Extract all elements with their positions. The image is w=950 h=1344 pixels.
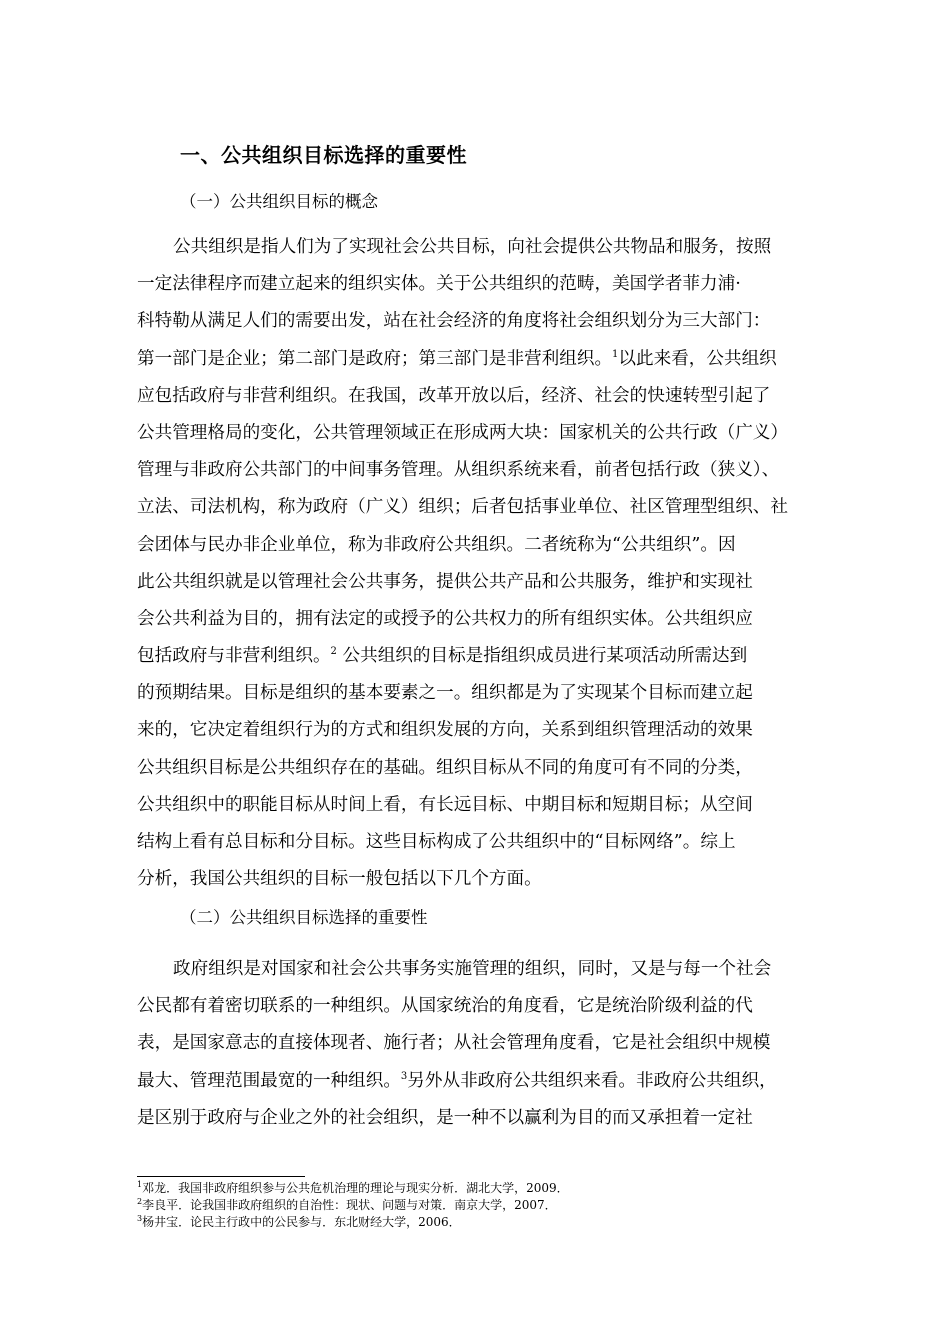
text-line: 是区别于政府与企业之外的社会组织，是一种不以赢利为目的而又承担着一定社: [137, 1107, 753, 1128]
footnote-text: 邓龙．我国非政府组织参与公共危机治理的理论与现实分析．湖北大学，2009．: [142, 1181, 569, 1195]
section-heading: 一、公共组织目标选择的重要性: [180, 143, 467, 167]
footnote-divider: [137, 1176, 305, 1177]
text-line: 分析，我国公共组织的目标一般包括以下几个方面。: [137, 869, 542, 890]
text-line: [137, 1063, 827, 1100]
footnote-number: 1: [137, 1180, 143, 1189]
text-segment: 第一部门是企业；第二部门是政府；第三部门是非营利组织。: [137, 348, 613, 369]
text-line: 一定法律程序而建立起来的组织实体。关于公共组织的范畴，美国学者菲力浦·: [137, 274, 741, 295]
text-line: 公共管理格局的变化，公共管理领域正在形成两大块：国家机关的公共行政（广义）: [137, 422, 788, 443]
footnote-number: 3: [137, 1214, 143, 1223]
text-line: 公共组织是指人们为了实现社会公共目标，向社会提供公共物品和服务，按照: [173, 237, 772, 257]
footnote-text: 李良平．论我国非政府组织的自治性：现状、问题与对策．南京大学，2007．: [142, 1198, 557, 1212]
text-line: [137, 638, 827, 675]
footnote: [137, 1197, 569, 1214]
text-line: 表，是国家意志的直接体现者、施行者；从社会管理角度看，它是社会组织中规模: [137, 1033, 771, 1054]
text-line: 结构上看有总目标和分目标。这些目标构成了公共组织中的“目标网络”。综上: [137, 832, 736, 852]
text-line: 此公共组织就是以管理社会公共事务，提供公共产品和公共服务，维护和实现社: [137, 571, 753, 592]
footnote: [137, 1180, 569, 1197]
text-line: 来的，它决定着组织行为的方式和组织发展的方向，关系到组织管理活动的效果: [137, 720, 753, 741]
text-line: 公民都有着密切联系的一种组织。从国家统治的角度看，它是统治阶级利益的代: [137, 996, 753, 1017]
text-segment: 另外从非政府公共组织来看。非政府公共组织，: [407, 1070, 777, 1091]
footnote-number: 2: [137, 1197, 143, 1206]
text-segment: 包括政府与非营利组织。: [137, 646, 331, 667]
footnote: [137, 1214, 569, 1231]
footnote-text: 杨井宝．论民主行政中的公民参与．东北财经大学，2006．: [142, 1215, 461, 1229]
text-segment: 最大、管理范围最宽的一种组织。: [137, 1070, 401, 1091]
text-line: [137, 341, 827, 378]
subsection-title-2: （二）公共组织目标选择的重要性: [180, 908, 428, 927]
text-line: 公共组织中的职能目标从时间上看，有长远目标、中期目标和短期目标；从空间: [137, 794, 753, 815]
footnote-ref: 3: [400, 1070, 408, 1082]
text-segment: 以此来看，公共组织: [618, 348, 777, 369]
text-line: 的预期结果。目标是组织的基本要素之一。组织都是为了实现某个目标而建立起: [137, 683, 753, 704]
footnote-ref: 2: [330, 646, 337, 658]
footnotes: [137, 1180, 569, 1231]
footnote-ref: 1: [612, 348, 619, 360]
paragraph-2: [137, 951, 827, 1137]
text-line: 公共组织目标是公共组织存在的基础。组织目标从不同的角度可有不同的分类，: [137, 757, 753, 778]
text-line: 会团体与民办非企业单位，称为非政府公共组织。二者统称为“公共组织”。因: [137, 534, 736, 555]
paragraph-1: [137, 229, 827, 898]
text-line: 政府组织是对国家和社会公共事务实施管理的组织，同时，又是与每一个社会: [173, 959, 772, 979]
text-line: 会公共利益为目的，拥有法定的或授予的公共权力的所有组织实体。公共组织应: [137, 608, 753, 629]
text-line: 应包括政府与非营利组织。在我国，改革开放以后，经济、社会的快速转型引起了: [137, 385, 771, 406]
text-line: 管理与非政府公共部门的中间事务管理。从组织系统来看，前者包括行政（狭义）、: [137, 460, 780, 481]
text-segment: 公共组织的目标是指组织成员进行某项活动所需达到: [336, 646, 748, 667]
text-line: 立法、司法机构，称为政府（广义）组织；后者包括事业单位、社区管理型组织、社: [137, 497, 788, 518]
text-line: 科特勒从满足人们的需要出发，站在社会经济的角度将社会组织划分为三大部门：: [137, 311, 771, 332]
subsection-title-1: （一）公共组织目标的概念: [180, 192, 378, 211]
